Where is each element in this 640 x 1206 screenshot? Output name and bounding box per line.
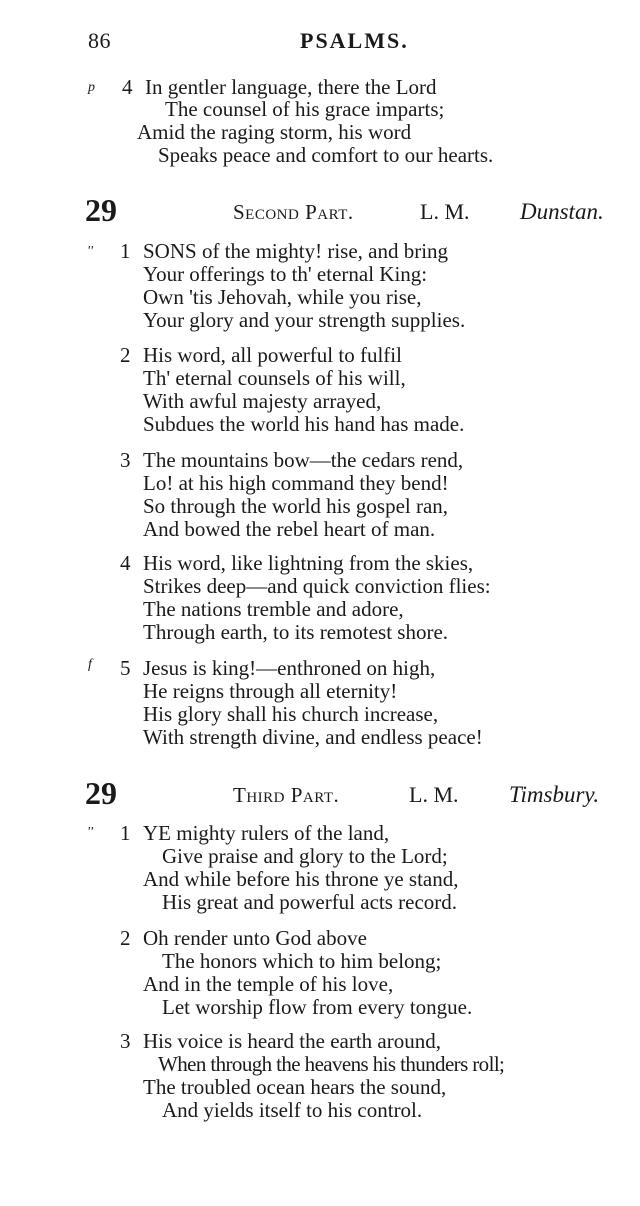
verse-line: And while before his throne ye stand, [143, 867, 459, 891]
verse-line: His word, all powerful to fulfil [143, 343, 402, 367]
dynamic-mark: p [88, 80, 95, 95]
verse-line: His glory shall his church increase, [143, 702, 439, 726]
verse-line: Oh render unto God above [143, 926, 367, 950]
verse-line: Subdues the world his hand has made. [143, 412, 465, 436]
meter-label: L. M. [420, 199, 470, 224]
stanza-number: 5 [120, 656, 131, 680]
verse-line: With awful majesty arrayed, [143, 389, 382, 413]
verse-line: With strength divine, and endless peace! [143, 725, 483, 749]
verse-line: Amid the raging storm, his word [137, 120, 412, 144]
psalm-number: 29 [85, 775, 117, 811]
dynamic-mark: f [88, 657, 92, 672]
verse-line: His great and powerful acts record. [162, 890, 458, 914]
verse-line: Th' eternal counsels of his will, [143, 366, 406, 390]
verse-line: Give praise and glory to the Lord; [162, 844, 448, 868]
stanza-number: 3 [120, 1029, 131, 1053]
verse-line: And bowed the rebel heart of man. [143, 517, 436, 541]
verse-line: When through the heavens his thunders roll; [158, 1052, 505, 1076]
meter-label: L. M. [409, 782, 459, 807]
verse-line: Own 'tis Jehovah, while you rise, [143, 285, 422, 309]
part-label: Third Part. [233, 783, 340, 807]
dynamic-mark: '' [87, 825, 93, 840]
verse-line: Through earth, to its remotest shore. [143, 620, 449, 644]
verse-line: Your glory and your strength supplies. [143, 308, 466, 332]
part-label: Second Part. [233, 200, 354, 224]
dynamic-mark: '' [87, 244, 93, 259]
stanza-number: 4 [120, 551, 131, 575]
stanza-number: 2 [120, 343, 131, 367]
verse-line: The nations tremble and adore, [143, 597, 404, 621]
running-title: PSALMS. [300, 28, 409, 53]
stanza-number: 1 [120, 239, 131, 263]
verse-line: Lo! at his high command they bend! [143, 471, 449, 495]
verse-line: He reigns through all eternity! [143, 679, 398, 703]
verse-line: Let worship flow from every tongue. [162, 995, 473, 1019]
tune-name: Dunstan. [520, 199, 604, 224]
verse-line: Jesus is king!—enthroned on high, [143, 656, 436, 680]
verse-line: YE mighty rulers of the land, [143, 821, 390, 845]
verse-line: So through the world his gospel ran, [143, 494, 449, 518]
verse-line: The mountains bow—the cedars rend, [143, 448, 464, 472]
verse-line: The troubled ocean hears the sound, [143, 1075, 447, 1099]
verse-line: In gentler language, there the Lord [145, 75, 437, 99]
stanza-number: 1 [120, 821, 131, 845]
stanza-number: 4 [122, 75, 133, 99]
stanza-number: 3 [120, 448, 131, 472]
verse-line: Strikes deep—and quick conviction flies: [143, 574, 491, 598]
verse-line: And in the temple of his love, [143, 972, 394, 996]
verse-line: His voice is heard the earth around, [143, 1029, 441, 1053]
verse-line: SONS of the mighty! rise, and bring [143, 239, 449, 263]
psalm-number: 29 [85, 192, 117, 228]
verse-line: The honors which to him belong; [162, 949, 442, 973]
verse-line: His word, like lightning from the skies, [143, 551, 474, 575]
verse-line: And yields itself to his control. [162, 1098, 423, 1122]
page-number: 86 [88, 28, 111, 53]
verse-line: The counsel of his grace imparts; [165, 97, 445, 121]
stanza-number: 2 [120, 926, 131, 950]
verse-line: Your offerings to th' eternal King: [143, 262, 428, 286]
tune-name: Timsbury. [509, 782, 600, 807]
verse-line: Speaks peace and comfort to our hearts. [158, 143, 494, 167]
